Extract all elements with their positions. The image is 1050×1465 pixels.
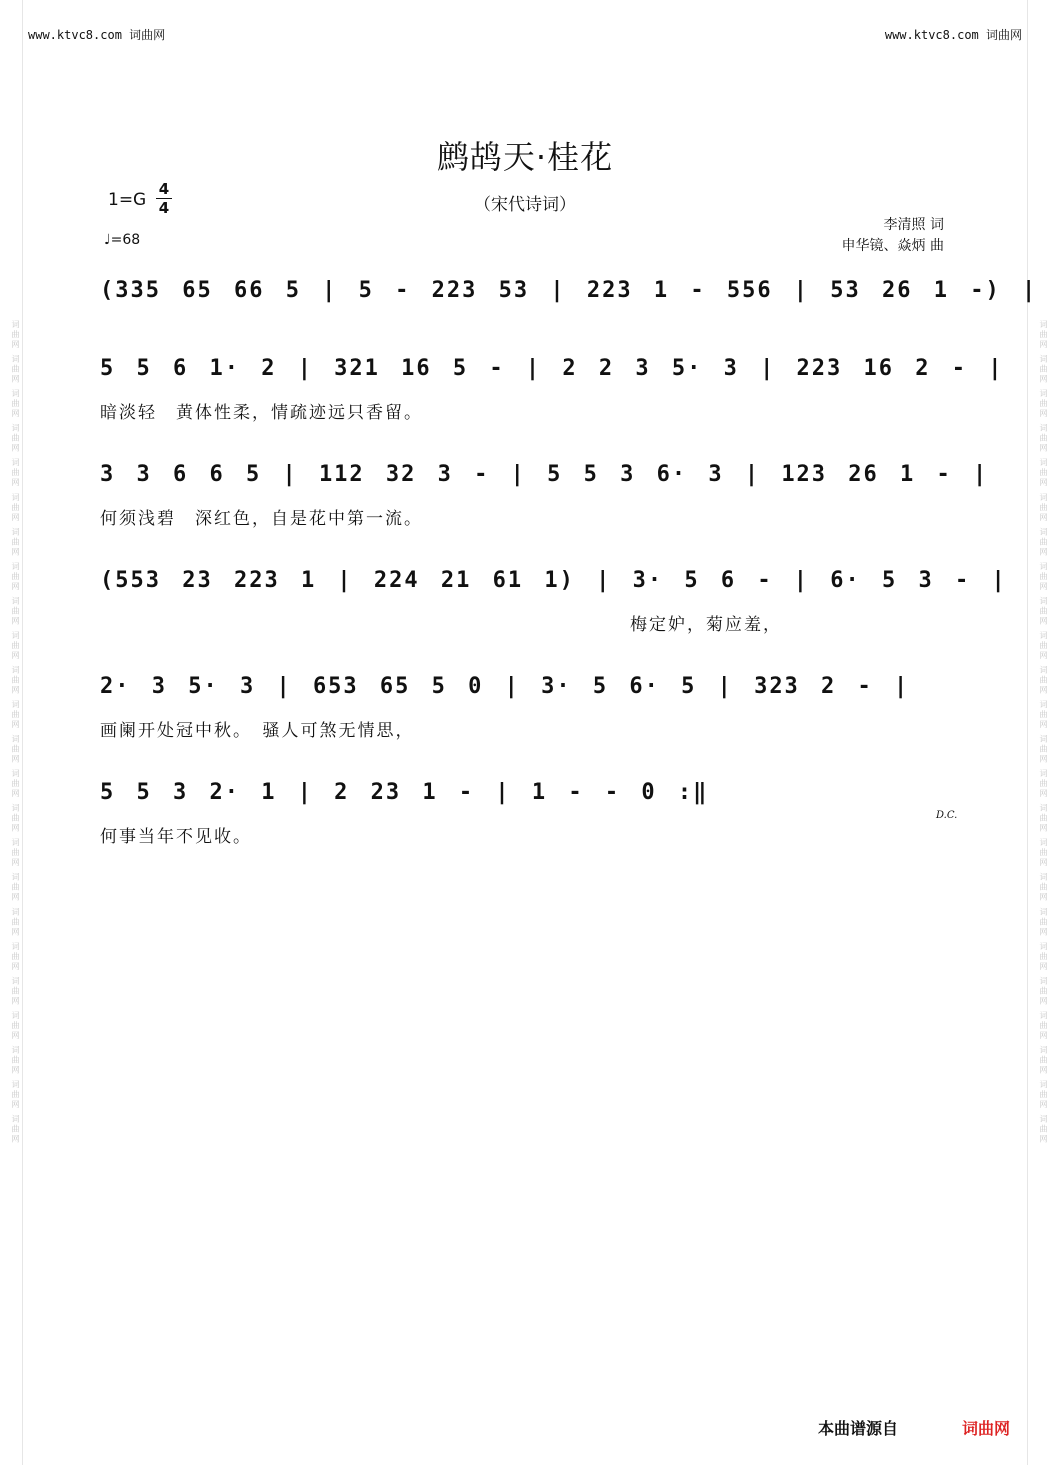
score-row-1 [100,278,1038,314]
composer-credit: 申华镜、焱炳 曲 [841,238,944,254]
notes-line: 3 3 6 6 5 | 112 32 3 - | 5 5 3 6· 3 | 123 26 1 - | [100,462,989,487]
lyrics-line: 何须浅碧 深红色，自是花中第一流。 [100,509,423,529]
right-watermark: 词曲网 词曲网 词曲网 词曲网 词曲网 词曲网 词曲网 词曲网 词曲网 词曲网 词曲网 词曲网 词曲网 词曲网 词曲网 词曲网 词曲网 词曲网 词曲网 词曲网 词曲网 词曲网 词曲网 词曲网 [1039,320,1048,1145]
da-capo-marking: D.C. [936,810,958,821]
site-url-left: www.ktvc8.com 词曲网 [28,28,166,42]
time-signature-top: 4 [158,180,170,198]
notes-line: (335 65 66 5 | 5 - 223 53 | 223 1 - 556 | 53 26 1 -) | [100,278,1038,303]
tempo-marking: ♩=68 [104,232,141,248]
left-watermark: 词曲网 词曲网 词曲网 词曲网 词曲网 词曲网 词曲网 词曲网 词曲网 词曲网 词曲网 词曲网 词曲网 词曲网 词曲网 词曲网 词曲网 词曲网 词曲网 词曲网 词曲网 词曲网 词曲网 词曲网 [11,320,20,1145]
song-title: 鹧鸪天·桂花 [436,138,614,176]
notes-line: 5 5 3 2· 1 | 2 23 1 - | 1 - - 0 :‖ [100,780,709,805]
lyrics-line: 暗淡轻 黄体性柔，情疏迹远只香留。 [100,403,423,423]
key-signature: 1=G [108,190,147,210]
footer-brand-logo[interactable]: 词曲网 [962,1419,1011,1438]
lyrics-line: 何事当年不见收。 [100,827,252,847]
time-signature-bottom: 4 [156,198,172,217]
score-row-3 [100,462,989,529]
lyricist-credit: 李清照 词 [883,217,944,233]
time-signature [156,180,172,217]
lyrics-line: 画阑开处冠中秋。 骚人可煞无情思， [100,721,415,741]
score-row-5 [100,674,950,741]
site-url-right: www.ktvc8.com 词曲网 [884,28,1022,42]
lyrics-line: 梅定妒，菊应羞， [630,615,782,635]
song-subtitle: （宋代诗词） [474,195,576,215]
right-margin-line [1027,0,1028,1465]
notes-line: 5 5 6 1· 2 | 321 16 5 - | 2 2 3 5· 3 | 223 16 2 - | [100,356,1004,381]
left-margin-line [22,0,23,1465]
notes-line: 2· 3 5· 3 | 653 65 5 0 | 3· 5 6· 5 | 323 2 - | [100,674,910,699]
score-row-4 [100,568,1007,635]
footer-source-label: 本曲谱源自 [818,1419,899,1438]
notes-line: (553 23 223 1 | 224 21 61 1) | 3· 5 6 - | 6· 5 3 - | [100,568,1007,593]
score-row-2 [100,356,1004,423]
